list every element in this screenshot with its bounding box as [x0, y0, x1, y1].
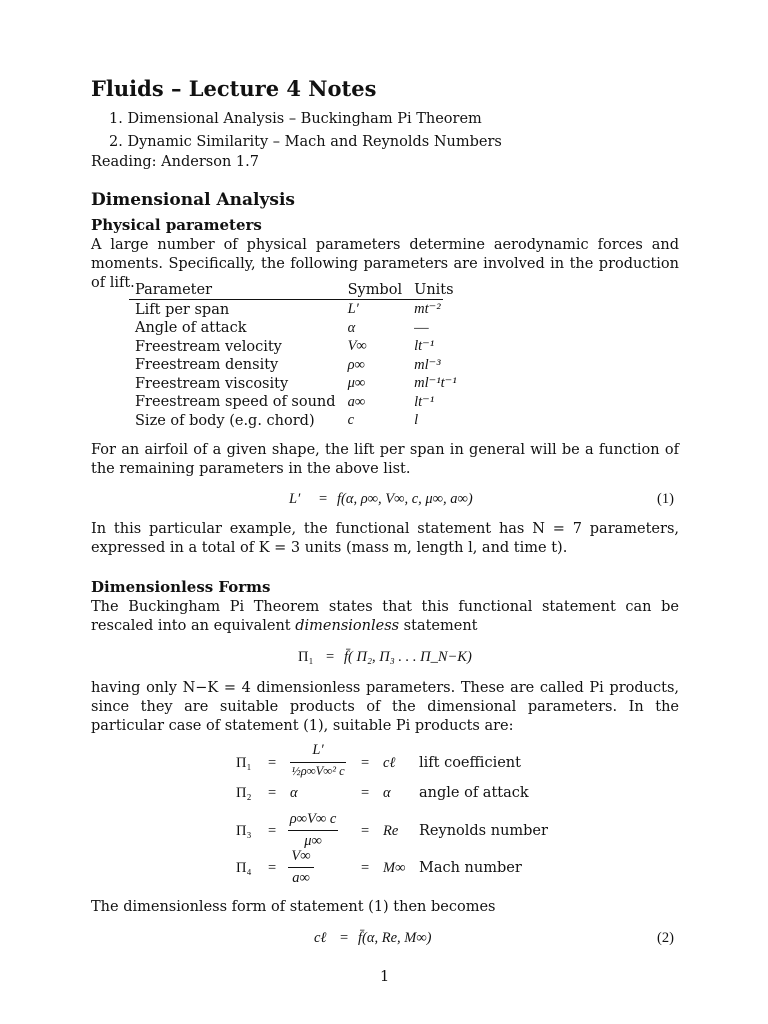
- paragraph-buckingham-part-3: statement: [399, 618, 478, 634]
- pi-2-description: angle of attack: [419, 785, 529, 801]
- paragraph-buckingham: [91, 598, 679, 636]
- outline-item-1: 1. Dimensional Analysis – Buckingham Pi Theorem: [109, 111, 482, 127]
- pi-1-denominator: ½ρ∞V∞² c: [291, 764, 345, 778]
- pi-4-result-equals: =: [361, 860, 370, 876]
- table-cell-parameter: Freestream speed of sound: [135, 394, 336, 411]
- pi-4-lhs: Π₄: [236, 860, 252, 876]
- subheading-physical-parameters: Physical parameters: [91, 216, 262, 234]
- table-cell-parameter: Freestream viscosity: [135, 375, 289, 392]
- table-row: [129, 338, 463, 357]
- table-cell-symbol: c: [347, 412, 354, 429]
- table-cell-units: lt⁻¹: [414, 338, 435, 355]
- table-cell-units: ml⁻³: [414, 356, 441, 373]
- pi-1-result-equals: =: [361, 755, 370, 771]
- paragraph-pi-products: having only N−K = 4 dimensionless parameters. These are called Pi products, since they are suitable products of the dimensional parameters. In the particular case of statement (1), suitable Pi products are:: [91, 680, 679, 734]
- equation-1-lhs: L′: [289, 491, 301, 507]
- equation-2-equals: =: [340, 930, 349, 946]
- table-header-rule: [129, 299, 443, 300]
- pi-equation-lhs: Π₁: [298, 649, 314, 665]
- table-cell-symbol: V∞: [347, 338, 367, 355]
- document-title: Fluids – Lecture 4 Notes: [91, 76, 377, 101]
- pi-3-equals: =: [268, 823, 277, 839]
- equation-2-rhs: f̄(α, Re, M∞): [358, 930, 432, 946]
- table-cell-units: ml⁻¹t⁻¹: [414, 375, 457, 392]
- pi-2-result: α: [383, 785, 391, 801]
- pi-3-description: Reynolds number: [419, 823, 548, 839]
- pi-3-lhs: Π₃: [236, 823, 252, 839]
- table-row: [129, 412, 463, 431]
- pi-3-result-equals: =: [361, 823, 370, 839]
- table-header-units: Units: [414, 282, 454, 299]
- page-number: 1: [380, 969, 390, 985]
- pi-equation-equals: =: [326, 649, 335, 665]
- pi-4-fraction-bar: [288, 867, 314, 868]
- pi-2-value: α: [290, 785, 298, 801]
- pi-4-description: Mach number: [419, 860, 522, 876]
- table-cell-units: l: [414, 412, 419, 429]
- pi-1-fraction-bar: [290, 762, 346, 763]
- pi-1-numerator: L′: [312, 742, 324, 758]
- parameter-table: [129, 281, 463, 430]
- equation-2-number: (2): [657, 930, 674, 946]
- table-cell-units: mt⁻²: [414, 301, 441, 318]
- equation-1-rhs: f(α, ρ∞, V∞, c, μ∞, a∞): [337, 491, 473, 507]
- table-cell-symbol: μ∞: [347, 375, 366, 392]
- table-row: [129, 393, 463, 412]
- table-cell-units: —: [414, 319, 429, 336]
- table-cell-parameter: Freestream density: [135, 357, 279, 374]
- table-cell-parameter: Angle of attack: [135, 320, 247, 337]
- paragraph-lift-function: For an airfoil of a given shape, the lift per span in general will be a function of the remaining parameters in the above list.: [91, 442, 679, 477]
- paragraph-parameter-count: In this particular example, the functional statement has N = 7 parameters, expressed in a total of K = 3 units (mass m, length l, and time t).: [91, 521, 679, 556]
- section-heading-dimensional-analysis: Dimensional Analysis: [91, 190, 295, 210]
- paragraph-dimensionless-statement: The dimensionless form of statement (1) then becomes: [91, 899, 496, 915]
- paragraph-buckingham-part-1: The Buckingham Pi Theorem states that this functional statement can be rescaled into an equivalent: [91, 599, 679, 634]
- pi-1-description: lift coefficient: [419, 755, 521, 771]
- outline-item-2: 2. Dynamic Similarity – Mach and Reynolds Numbers: [109, 134, 502, 150]
- equation-1-equals: =: [319, 491, 328, 507]
- table-row: [129, 319, 463, 338]
- pi-1-equals: =: [268, 755, 277, 771]
- paragraph-physical-parameters: A large number of physical parameters determine aerodynamic forces and moments. Specifically, the following parameters are involved in the production of lift.: [91, 237, 679, 291]
- table-row: [129, 375, 463, 394]
- table-cell-units: lt⁻¹: [414, 393, 435, 410]
- pi-3-fraction-bar: [288, 830, 338, 831]
- table-cell-symbol: α: [347, 319, 356, 336]
- pi-3-result: Re: [383, 823, 399, 839]
- table-header-symbol: Symbol: [347, 282, 403, 299]
- emphasis-dimensionless: dimensionless: [295, 618, 400, 634]
- table-header-parameter: Parameter: [135, 282, 212, 299]
- equation-1-number: (1): [657, 491, 674, 507]
- table-row: [129, 356, 463, 375]
- pi-2-result-equals: =: [361, 785, 370, 801]
- pi-4-denominator: a∞: [292, 870, 310, 886]
- table-cell-symbol: a∞: [347, 393, 366, 410]
- pi-1-lhs: Π₁: [236, 755, 252, 771]
- table-cell-parameter: Lift per span: [135, 301, 230, 318]
- pi-4-numerator: V∞: [291, 848, 311, 864]
- table-cell-symbol: L′: [347, 301, 359, 318]
- table-cell-parameter: Size of body (e.g. chord): [135, 412, 315, 429]
- table-row: [129, 301, 463, 320]
- reading-line: Reading: Anderson 1.7: [91, 154, 259, 170]
- pi-4-result: M∞: [383, 860, 406, 876]
- table-cell-symbol: ρ∞: [347, 356, 365, 373]
- pi-1-result: cℓ: [383, 755, 396, 771]
- pi-equation-rhs: f̄( Π₂, Π₃ . . . Π_N−K): [344, 649, 472, 665]
- table-header-row: [129, 281, 463, 301]
- table-cell-parameter: Freestream velocity: [135, 338, 282, 355]
- pi-4-equals: =: [268, 860, 277, 876]
- pi-3-numerator: ρ∞V∞ c: [289, 811, 337, 827]
- pi-3-denominator: μ∞: [304, 833, 322, 849]
- subheading-dimensionless-forms: Dimensionless Forms: [91, 578, 271, 596]
- pi-2-lhs: Π₂: [236, 785, 252, 801]
- equation-2-lhs: cℓ: [314, 930, 327, 946]
- pi-2-equals: =: [268, 785, 277, 801]
